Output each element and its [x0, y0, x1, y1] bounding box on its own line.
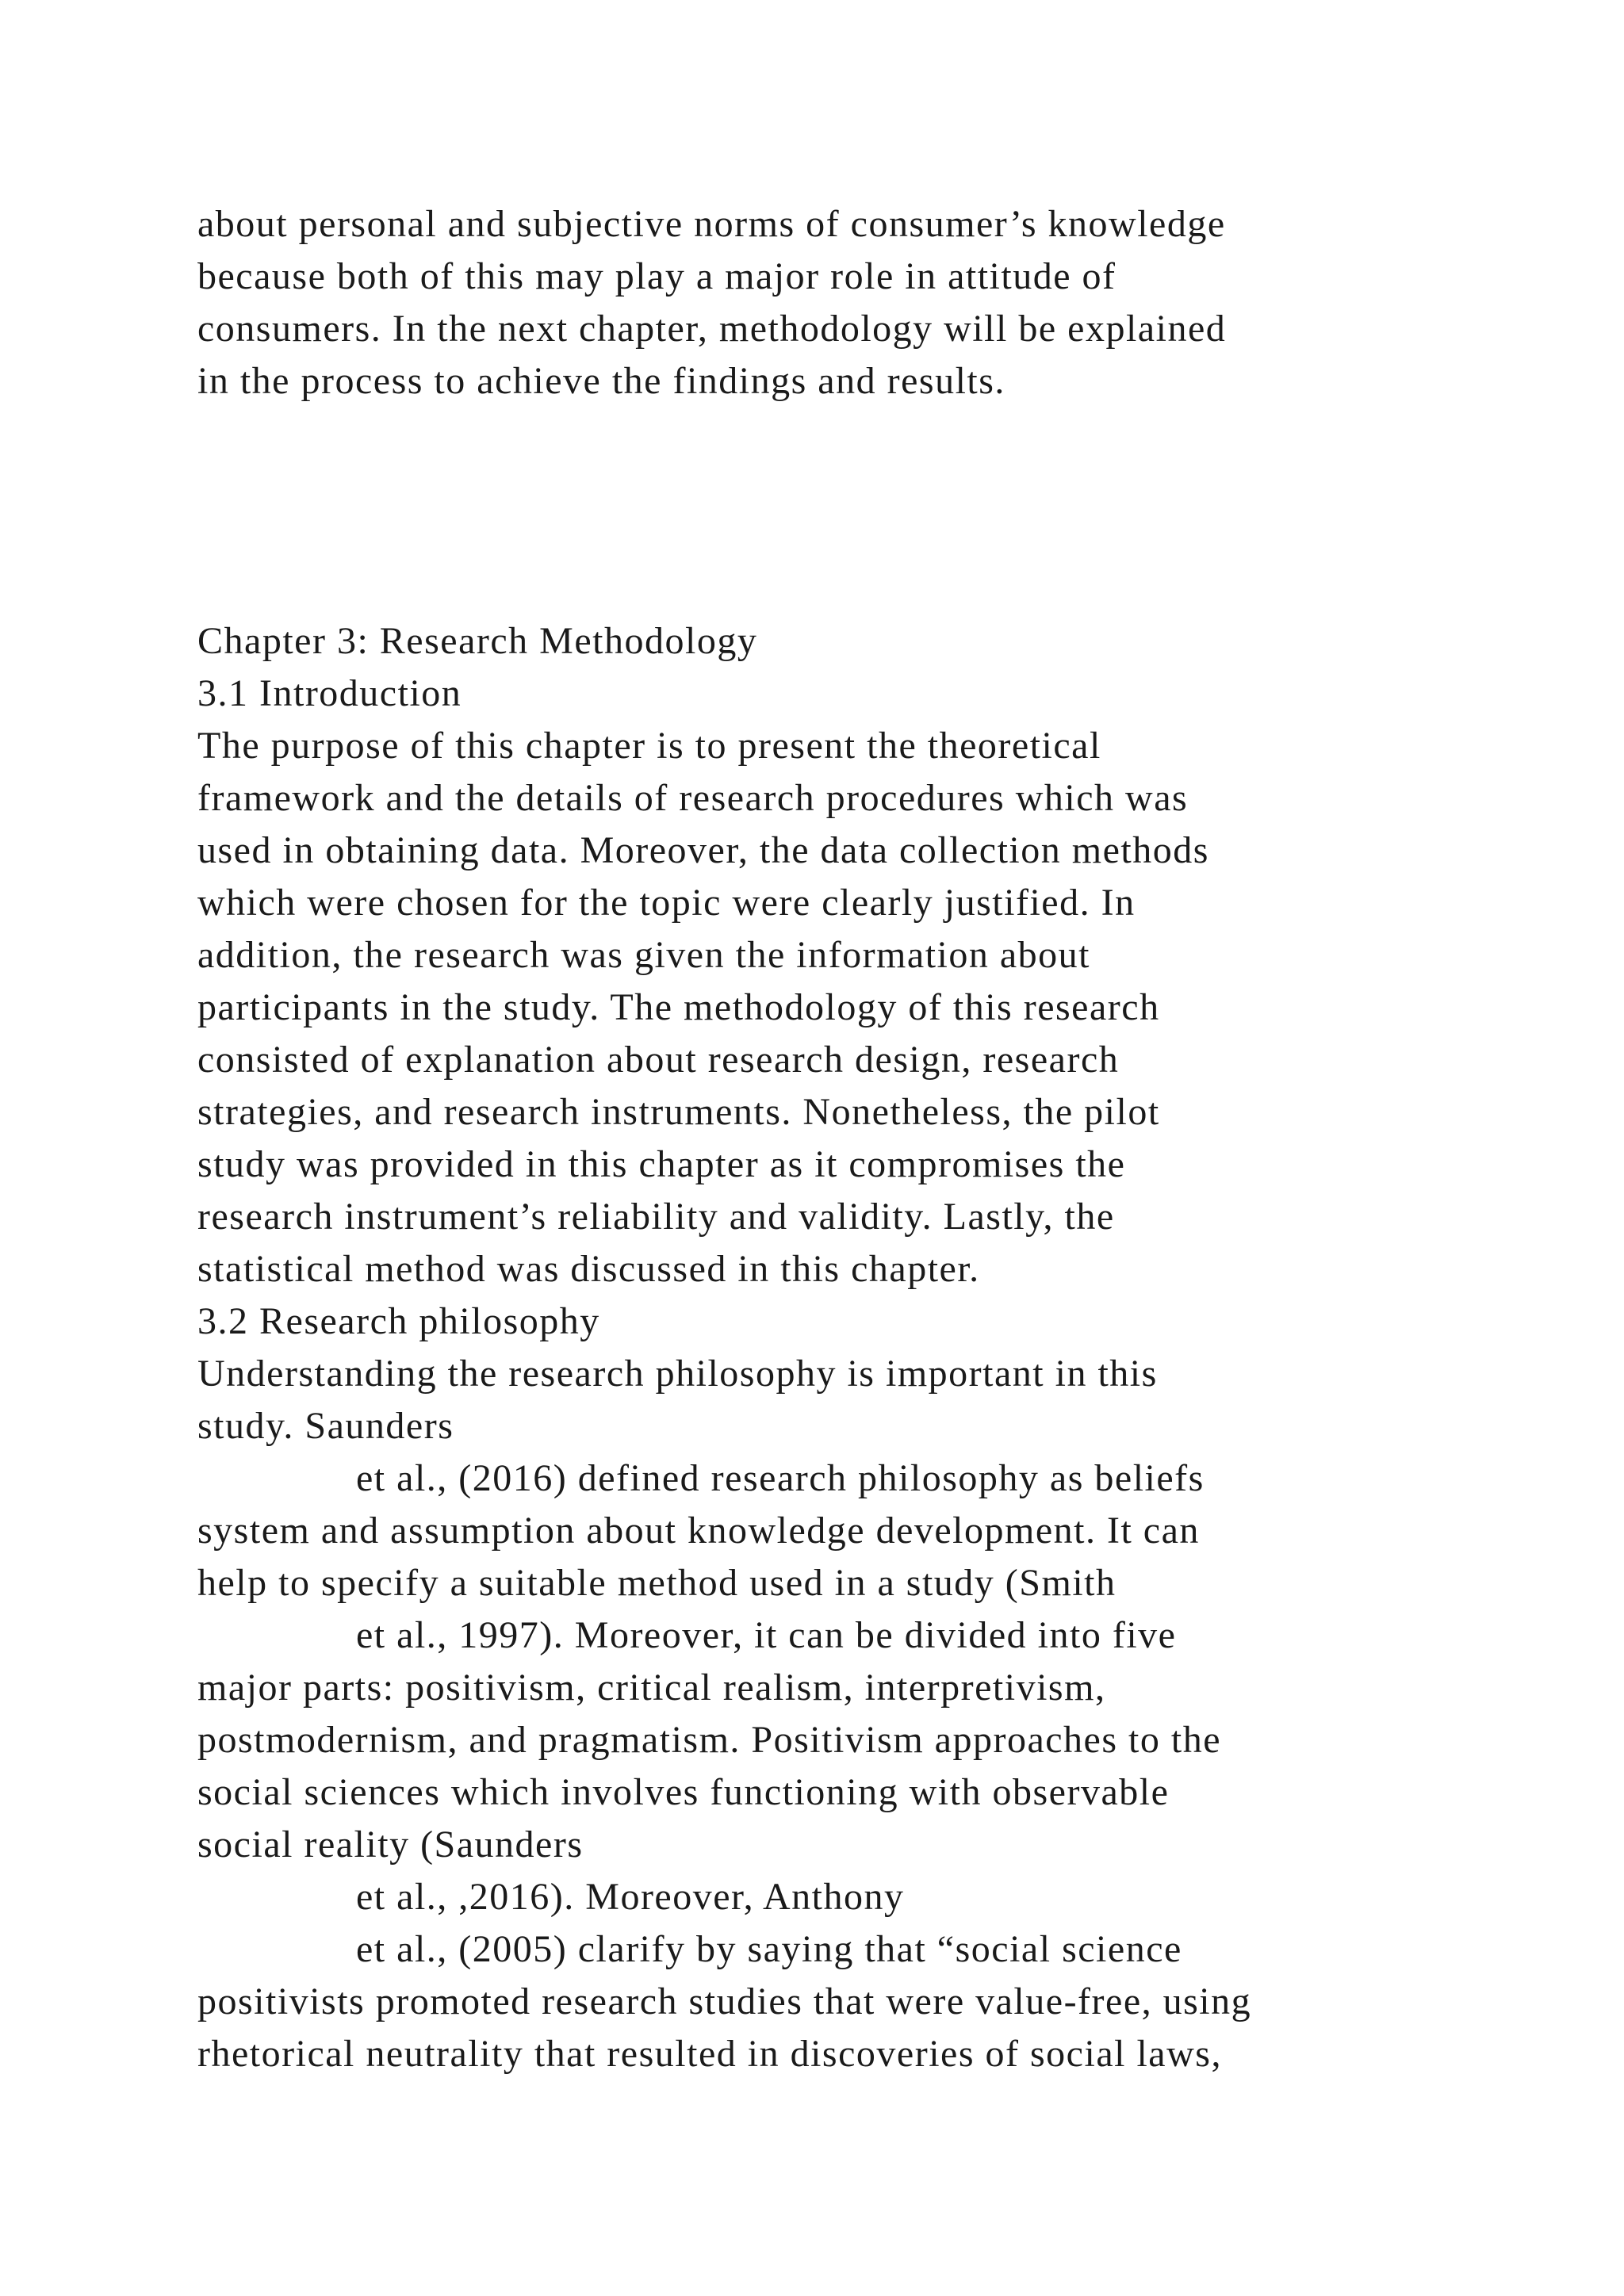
- paragraph-line: addition, the research was given the information about: [197, 934, 1091, 976]
- paragraph-line: study was provided in this chapter as it compromises the: [197, 1143, 1126, 1185]
- paragraph-line: strategies, and research instruments. Nonetheless, the pilot: [197, 1091, 1160, 1133]
- paragraph-line: rhetorical neutrality that resulted in discoveries of social laws,: [197, 2033, 1222, 2075]
- paragraph-line: The purpose of this chapter is to present the theoretical: [197, 725, 1101, 767]
- paragraph-line-indented: et al., 1997). Moreover, it can be divided into five: [356, 1614, 1177, 1656]
- paragraph-line: system and assumption about knowledge development. It can: [197, 1510, 1200, 1552]
- paragraph-line: Understanding the research philosophy is important in this: [197, 1353, 1158, 1395]
- chapter-title: Chapter 3: Research Methodology: [197, 620, 758, 662]
- paragraph-line-indented: et al., (2005) clarify by saying that “social science: [356, 1928, 1182, 1970]
- paragraph-line: social reality (Saunders: [197, 1823, 584, 1866]
- paragraph-line: framework and the details of research procedures which was: [197, 777, 1189, 819]
- paragraph-line: participants in the study. The methodology of this research: [197, 986, 1160, 1028]
- intro-line-2: because both of this may play a major role in attitude of: [197, 255, 1116, 297]
- paragraph-line: consisted of explanation about research design, research: [197, 1039, 1120, 1081]
- section-heading-research-philosophy: 3.2 Research philosophy: [197, 1300, 600, 1342]
- intro-line-4: in the process to achieve the findings and results.: [197, 360, 1005, 402]
- paragraph-line: social sciences which involves functioning with observable: [197, 1771, 1170, 1813]
- paragraph-line-indented: et al., (2016) defined research philosophy as beliefs: [356, 1457, 1205, 1499]
- paragraph-line: postmodernism, and pragmatism. Positivism approaches to the: [197, 1719, 1222, 1761]
- intro-line-1: about personal and subjective norms of consumer’s knowledge: [197, 203, 1226, 245]
- paragraph-line: statistical method was discussed in this chapter.: [197, 1248, 980, 1290]
- section-heading-introduction: 3.1 Introduction: [197, 672, 462, 714]
- paragraph-line: which were chosen for the topic were clearly justified. In: [197, 882, 1136, 924]
- paragraph-line: major parts: positivism, critical realism, interpretivism,: [197, 1667, 1106, 1709]
- paragraph-line: study. Saunders: [197, 1405, 454, 1447]
- paragraph-line: used in obtaining data. Moreover, the data collection methods: [197, 829, 1209, 871]
- intro-line-3: consumers. In the next chapter, methodology will be explained: [197, 308, 1227, 350]
- paragraph-line: help to specify a suitable method used in a study (Smith: [197, 1562, 1116, 1604]
- paragraph-line: positivists promoted research studies that were value-free, using: [197, 1980, 1252, 2022]
- paragraph-line-indented: et al., ,2016). Moreover, Anthony: [356, 1876, 905, 1918]
- paragraph-line: research instrument’s reliability and validity. Lastly, the: [197, 1196, 1115, 1238]
